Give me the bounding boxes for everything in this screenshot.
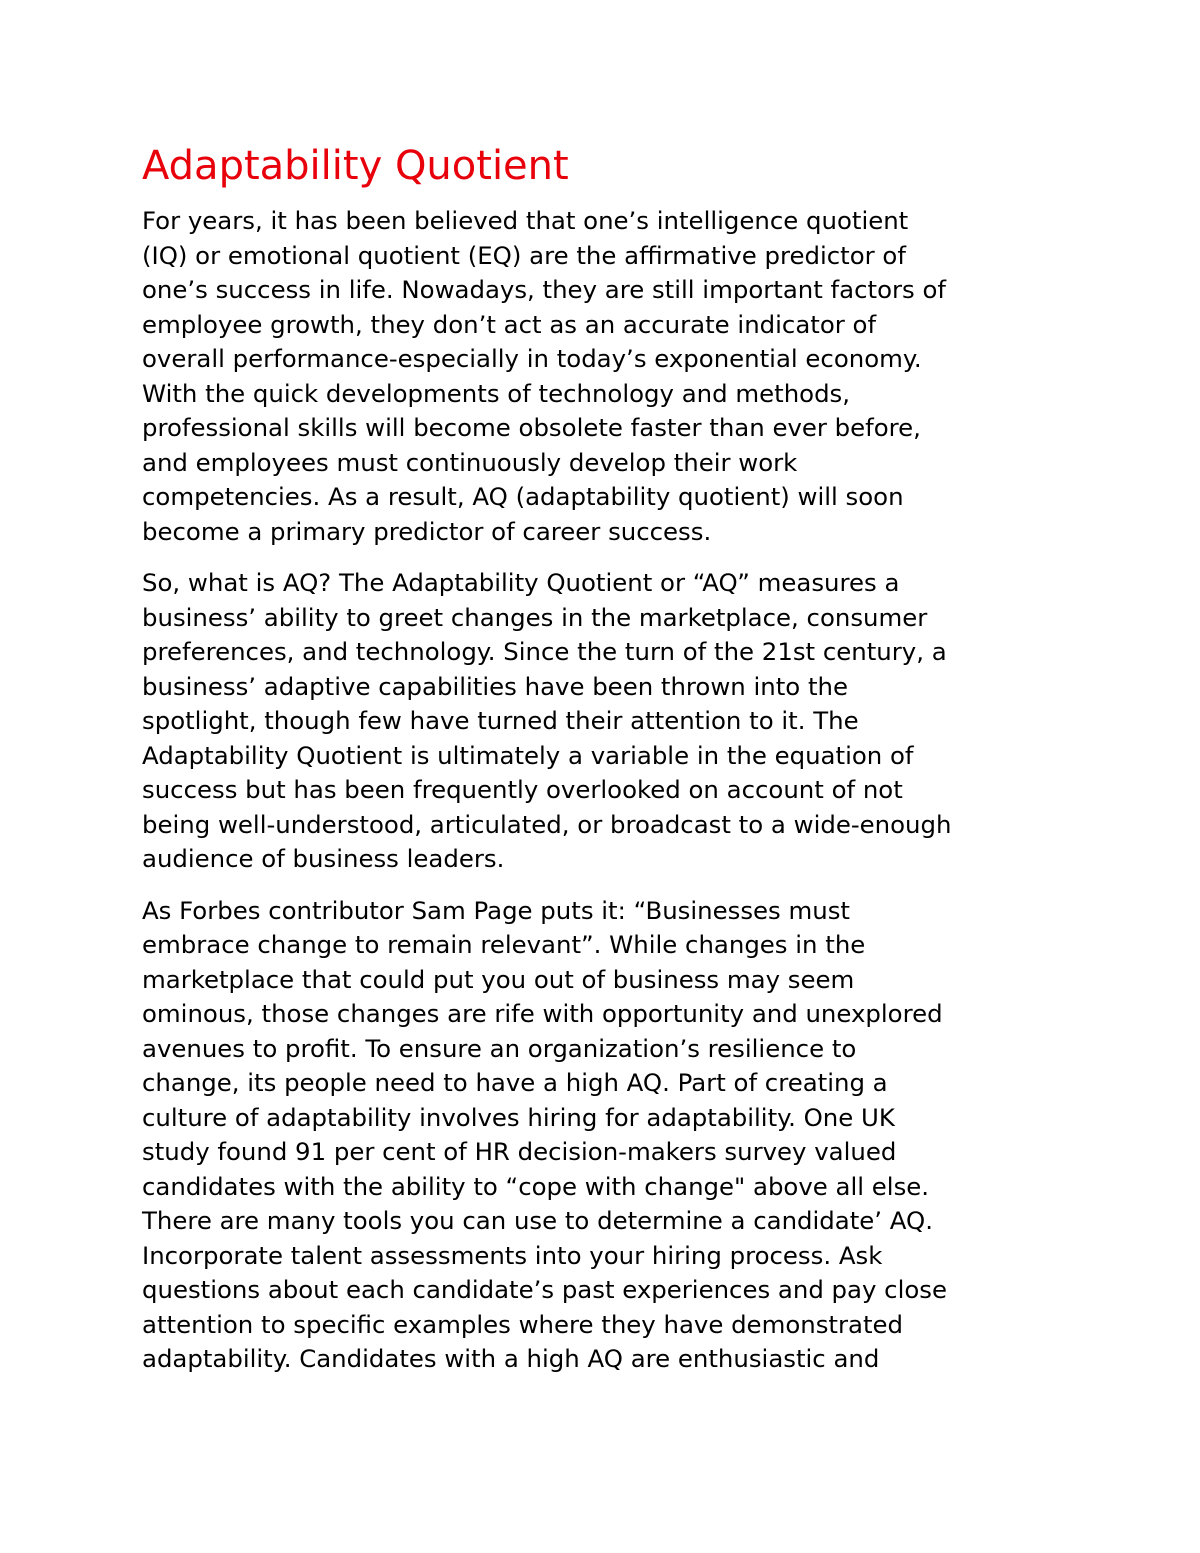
text-line: There are many tools you can use to determine a candidate’ AQ. (142, 1206, 934, 1235)
text-line: competencies. As a result, AQ (adaptability quotient) will soon (142, 482, 904, 511)
text-line: With the quick developments of technology and methods, (142, 378, 851, 408)
text-line: So, what is AQ? The Adaptability Quotient or “AQ” measures a (142, 568, 900, 597)
text-line: being well-understood, articulated, or broadcast to a wide-enough (142, 809, 952, 839)
text-line: success but has been frequently overlooked on account of not (142, 775, 903, 804)
document-title: Adaptability Quotient (142, 143, 569, 189)
text-line: Adaptability Quotient is ultimately a variable in the equation of (142, 740, 914, 770)
text-line: ominous, those changes are rife with opportunity and unexplored (142, 999, 943, 1028)
text-line: one’s success in life. Nowadays, they are still important factors of (142, 275, 946, 304)
text-line: Incorporate talent assessments into your hiring process. Ask (142, 1240, 883, 1270)
text-line: embrace change to remain relevant”. While changes in the (142, 930, 866, 959)
text-line: marketplace that could put you out of business may seem (142, 964, 855, 994)
text-line: avenues to profit. To ensure an organization’s resilience to (142, 1033, 857, 1063)
document-body (142, 136, 1062, 1394)
text-line: spotlight, though few have turned their attention to it. The (142, 706, 859, 735)
text-line: adaptability. Candidates with a high AQ are enthusiastic and (142, 1344, 880, 1373)
text-line: business’ ability to greet changes in the marketplace, consumer (142, 602, 928, 632)
text-line: culture of adaptability involves hiring for adaptability. One UK (142, 1102, 895, 1132)
paragraph (142, 894, 1062, 1377)
text-line: overall performance-especially in today’s exponential economy. (142, 344, 922, 373)
text-line: attention to specific examples where they have demonstrated (142, 1309, 904, 1339)
text-line: and employees must continuously develop their work (142, 447, 798, 477)
text-line: questions about each candidate’s past experiences and pay close (142, 1275, 947, 1304)
text-line: (IQ) or emotional quotient (EQ) are the affirmative predictor of (142, 240, 906, 270)
text-line: employee growth, they don’t act as an accurate indicator of (142, 309, 877, 339)
text-line: For years, it has been believed that one’s intelligence quotient (142, 206, 909, 235)
text-line: professional skills will become obsolete faster than ever before, (142, 413, 921, 442)
text-line: business’ adaptive capabilities have been thrown into the (142, 671, 849, 701)
paragraph-list (142, 204, 1062, 1377)
paragraph (142, 204, 1062, 549)
text-line: study found 91 per cent of HR decision-makers survey valued (142, 1137, 897, 1166)
text-line: candidates with the ability to “cope with change" above all else. (142, 1171, 930, 1201)
text-line: become a primary predictor of career success. (142, 516, 712, 546)
text-line: audience of business leaders. (142, 844, 505, 873)
paragraph (142, 566, 1062, 877)
text-line: preferences, and technology. Since the turn of the 21st century, a (142, 637, 947, 666)
text-line: change, its people need to have a high AQ. Part of creating a (142, 1068, 888, 1097)
text-line: As Forbes contributor Sam Page puts it: “Businesses must (142, 895, 850, 925)
